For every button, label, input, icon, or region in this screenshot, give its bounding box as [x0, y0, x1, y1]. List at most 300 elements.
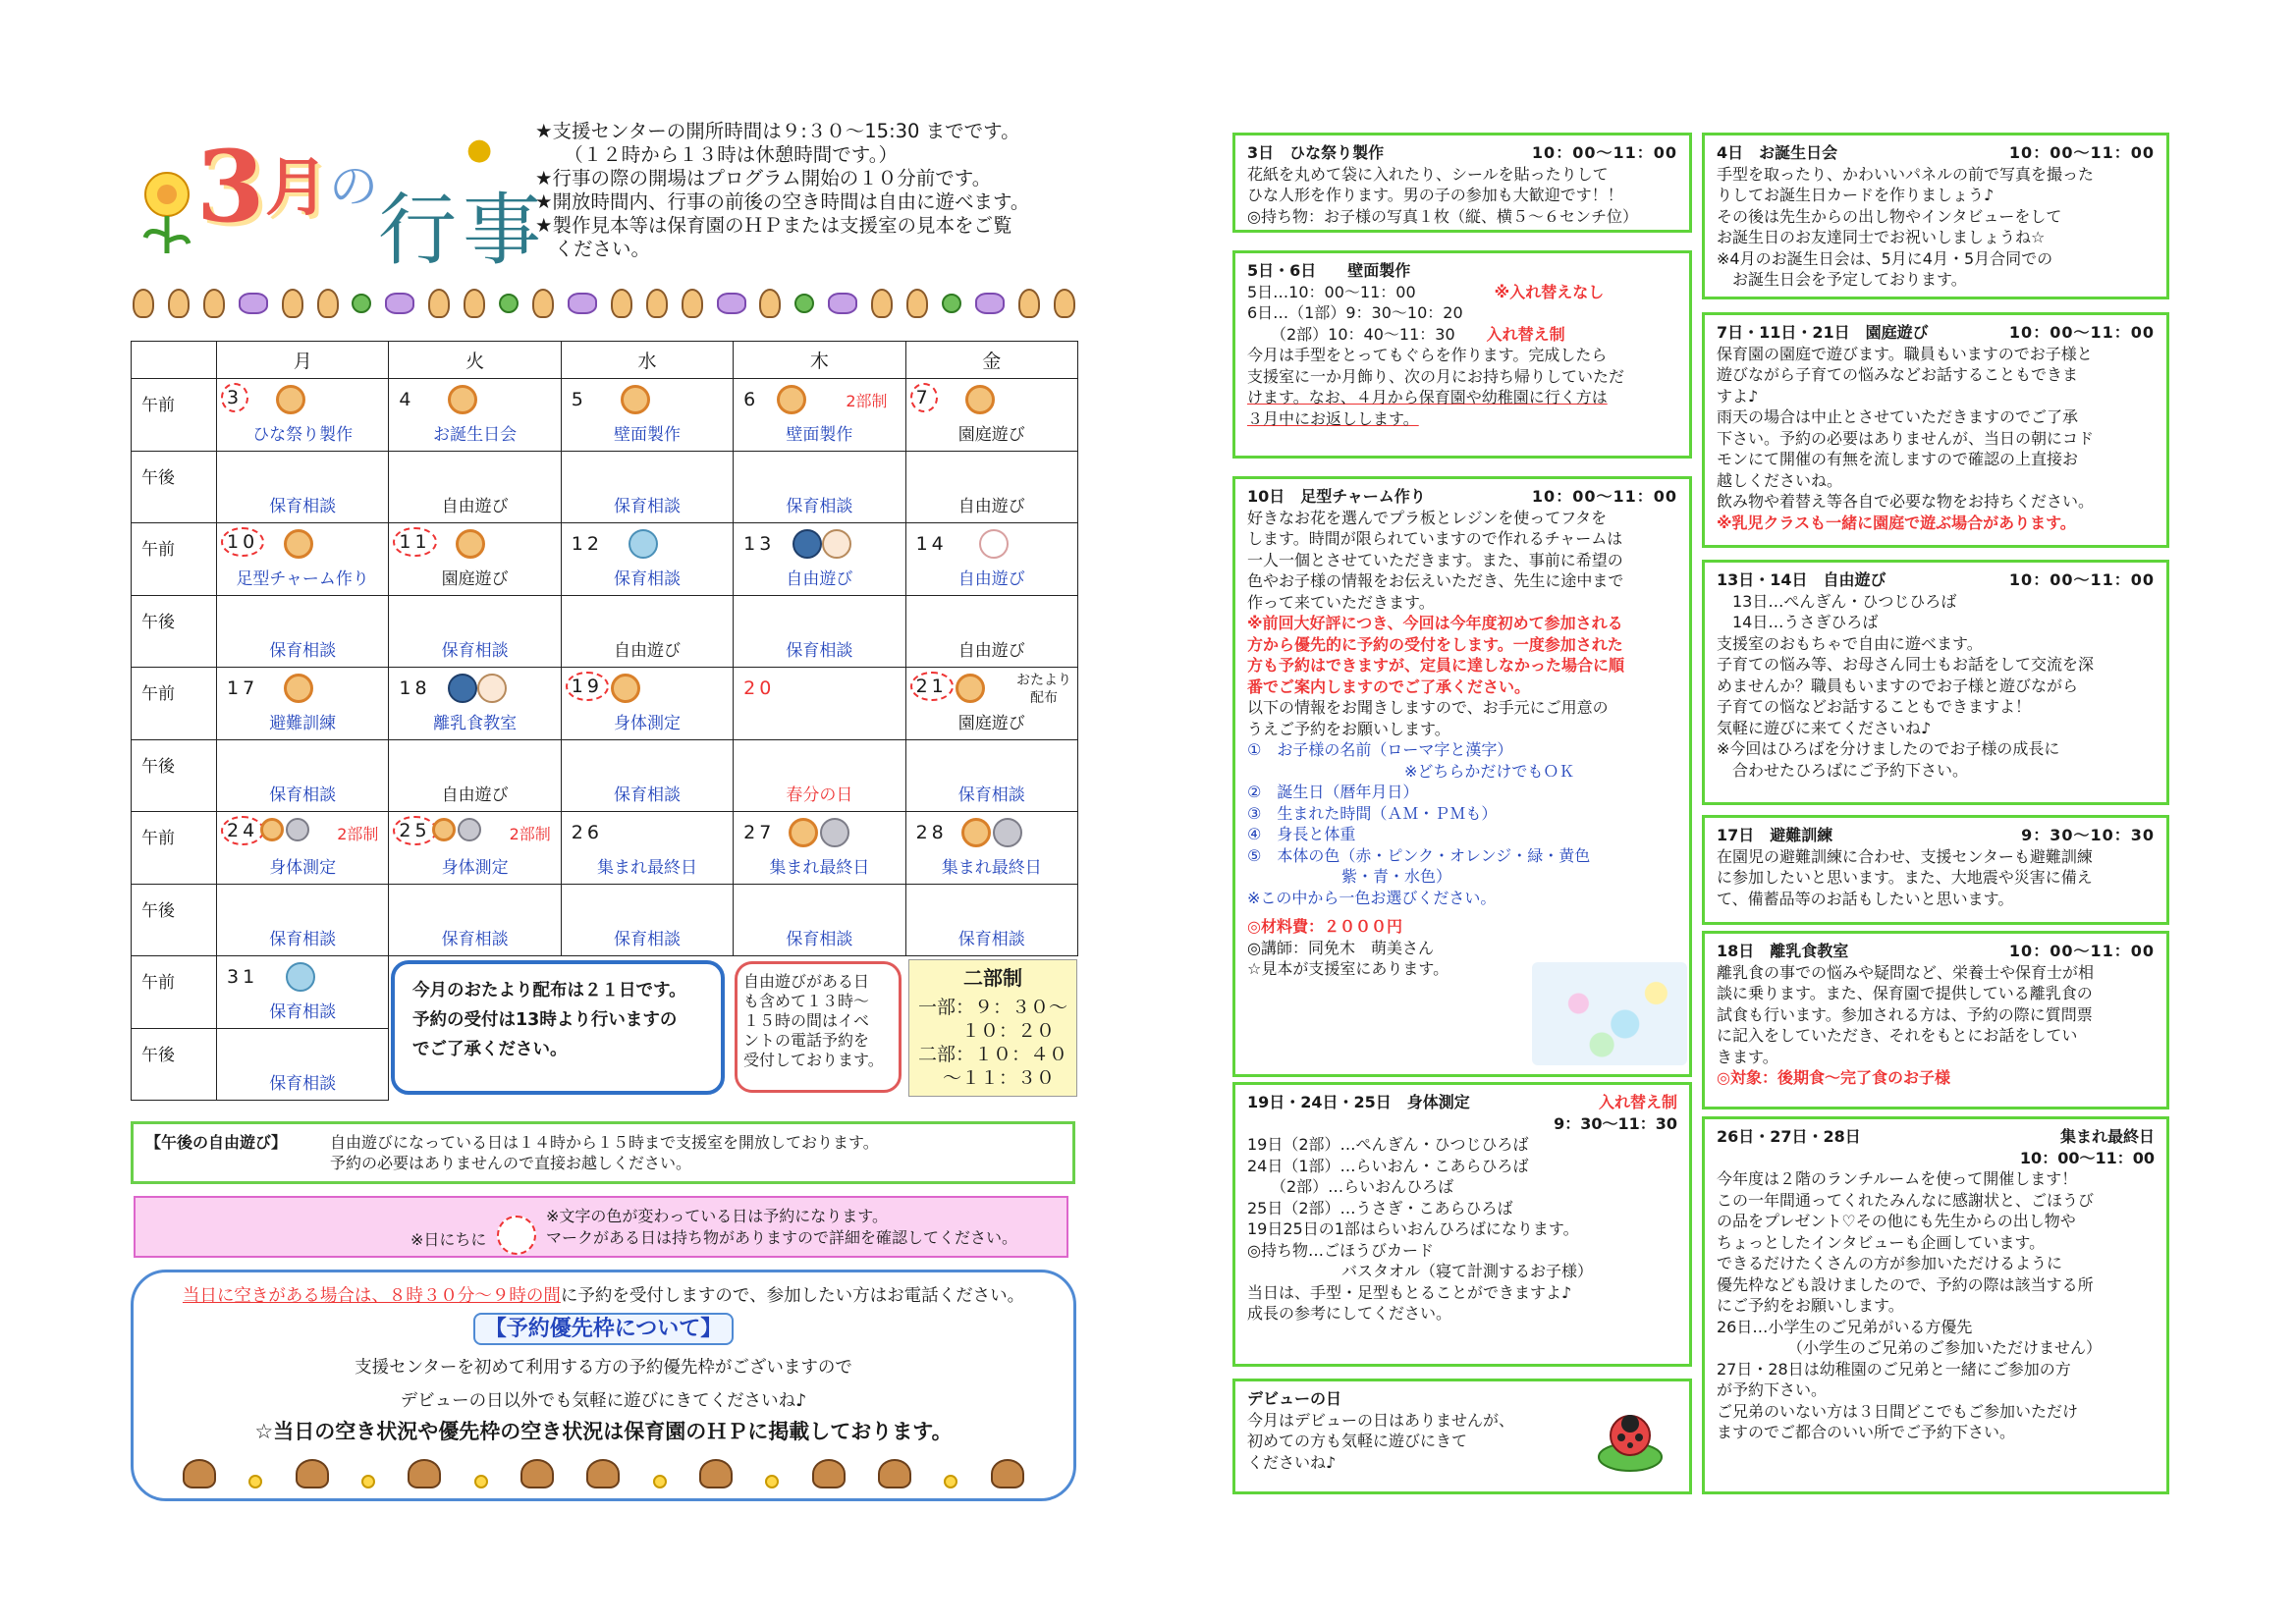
day-cell	[389, 379, 560, 451]
child-icon	[428, 289, 450, 318]
title-event: 行事	[378, 185, 547, 276]
squirrel-icon	[717, 293, 746, 314]
event-label: 保育相談	[269, 641, 337, 661]
notice-line: ★製作見本等は保育園のＨＰまたは支援室の見本をご覧	[535, 214, 1012, 237]
event-text: 談に乗ります。また、保育園で提供している離乳食の	[1717, 984, 2093, 1002]
event-title: 5日・6日 壁面製作	[1247, 261, 1411, 280]
lion-icon	[448, 385, 477, 414]
flower-icon	[653, 1475, 667, 1488]
lion-icon	[432, 818, 456, 841]
title-tsuki: 月	[265, 151, 328, 225]
penguin-icon	[793, 529, 822, 559]
warning-text: ※乳児クラスも一緒に園庭で遊ぶ場合があります。	[1717, 513, 2076, 532]
child-icon	[1018, 289, 1040, 318]
slot-label: 午後	[132, 596, 217, 668]
event-text: 19日（2部）…ぺんぎん・ひつじひろば	[1247, 1135, 1529, 1154]
lion-icon	[260, 818, 284, 841]
day-number: 12	[571, 533, 603, 555]
priority-heading-text: 【予約優先枠について】	[473, 1313, 735, 1345]
event-label: 保育相談	[786, 930, 853, 949]
day-cell	[734, 596, 904, 667]
event-label: 園庭遊び	[957, 425, 1025, 445]
day-cell	[389, 812, 560, 884]
legend-prefix: ※日にちに	[410, 1230, 487, 1249]
event-text: 在園児の避難訓練に合わせ、支援センターも避難訓練	[1717, 846, 2093, 866]
day-cell	[389, 523, 560, 595]
lion-icon	[961, 818, 991, 847]
event-text: 14日…うさぎひろば	[1717, 613, 1879, 631]
charm-photo	[1532, 962, 1687, 1065]
legend-line: マークがある日は持ち物がありますので詳細を確認してください。	[546, 1228, 1018, 1247]
event-text: にご予約をお願いします。	[1717, 1296, 1904, 1315]
day-cell	[734, 885, 904, 955]
event-subtitle: 集まれ最終日	[2059, 1127, 2155, 1146]
notice-line: ★開放時間内、行事の前後の空き時間は自由に遊べます。	[535, 190, 1030, 213]
event-text: 初めての方も気軽に遊びにきて	[1247, 1432, 1468, 1450]
notice-line: １５時の間はイベ	[743, 1011, 870, 1030]
event-label: 集まれ最終日	[596, 858, 697, 878]
event-text: お誕生日会を予定しております。	[1717, 270, 1967, 289]
event-text: できるだけたくさんの方が参加いただけるように	[1717, 1254, 2063, 1272]
clover-icon	[794, 294, 814, 313]
swap-tag: 入れ替え制	[1486, 324, 1565, 344]
priority-text: 番でご案内しますのでご了承ください。	[1247, 676, 1531, 696]
child-icon	[532, 289, 554, 318]
event-label: 保育相談	[269, 930, 337, 949]
event-label: 保育相談	[957, 785, 1025, 805]
koala-icon	[286, 818, 309, 841]
legend-line: ※文字の色が変わっている日は予約になります。	[546, 1207, 888, 1225]
weekday-header: 木	[734, 342, 905, 379]
child-icon	[682, 289, 703, 318]
event-text: ちょっとしたインタビューも企画しています。	[1717, 1232, 2046, 1252]
event-text: 一人一個とさせていただきます。また、事前に希望の	[1247, 550, 1623, 569]
event-text: 以下の情報をお聞きしますので、お手元にご用意の	[1247, 698, 1609, 717]
event-text: ますのでご都合のいい所でご予約下さい。	[1717, 1423, 2016, 1441]
day-number: 17	[227, 677, 259, 699]
lion-icon	[284, 529, 313, 559]
day-cell	[217, 452, 388, 522]
event-time: 10：00～11：00	[2019, 1148, 2155, 1167]
event-time: 9：30～11：30	[1554, 1113, 1677, 1133]
event-title: 17日 避難訓練	[1717, 826, 1833, 844]
day-cell	[217, 812, 388, 884]
day-cell	[734, 452, 904, 522]
hedgehog-icon	[296, 1459, 329, 1488]
day-number: 13	[743, 533, 776, 555]
lion-icon	[789, 818, 818, 847]
newsletter-notice	[391, 960, 725, 1095]
event-title: 19日・24日・25日 身体測定	[1247, 1093, 1470, 1111]
child-icon	[203, 289, 225, 318]
event-text: 25日（2部）…うさぎ・こあらひろば	[1247, 1198, 1513, 1217]
penguin-icon	[448, 674, 477, 703]
event-text: 保育園の園庭で遊びます。職員もいますのでお子様と	[1717, 344, 2093, 363]
sheep-icon	[477, 674, 507, 703]
clover-icon	[942, 294, 961, 313]
day-cell	[217, 1029, 388, 1100]
event-text: 19日25日の1部はらいおんひろばになります。	[1247, 1219, 1579, 1238]
event-label: 身体測定	[613, 714, 681, 733]
event-text: 成長の参考にしてください。	[1247, 1304, 1452, 1323]
animal-decoration	[183, 1449, 1024, 1488]
squirrel-icon	[239, 293, 268, 314]
event-text: 今月は手型をとってもぐらを作ります。完成したら	[1247, 346, 1608, 364]
fox-icon	[699, 1459, 733, 1488]
lion-icon	[956, 674, 985, 703]
notice-line: 受付しております。	[743, 1051, 884, 1069]
day-cell	[906, 812, 1077, 884]
notice-line: （１２時から１３時は休憩時間です。）	[535, 143, 898, 166]
child-icon	[464, 289, 485, 318]
day-cell	[734, 379, 904, 451]
phone-reservation-notice	[735, 961, 902, 1093]
event-text-part: （2部）10：40～11：30	[1247, 324, 1455, 344]
ant-icon	[975, 293, 1005, 314]
event-text: モンにて開催の有無を流しますので確認の上直接お	[1717, 450, 2079, 468]
event-text	[1247, 282, 1677, 303]
event-text	[1247, 324, 1677, 346]
day-cell	[389, 885, 560, 955]
two-part-line: ～１１：３０	[942, 1067, 1055, 1089]
notice-line: でご了承ください。	[412, 1040, 568, 1059]
day-number: 27	[743, 822, 776, 843]
material-fee: ◎材料費：２０００円	[1247, 917, 1402, 936]
day-cell	[389, 740, 560, 811]
event-label: 集まれ最終日	[941, 858, 1042, 878]
notice-line: ★支援センターの開所時間は９:３０～15:30 までです。	[535, 120, 1020, 142]
event-garden	[1702, 312, 2169, 548]
event-text: 13日…ぺんぎん・ひつじひろば	[1717, 591, 1957, 611]
calendar-corner	[132, 342, 217, 379]
flower-icon	[474, 1475, 488, 1488]
event-text: くださいね♪	[1247, 1452, 1337, 1472]
event-title: 3日 ひな祭り製作	[1247, 143, 1385, 162]
event-text: 離乳食の事での悩みや疑問など、栄養士や保育士が相	[1717, 962, 2095, 982]
two-part-line: 一部：９：３０～	[917, 997, 1067, 1018]
day-cell	[734, 740, 904, 811]
event-label: 身体測定	[441, 858, 509, 878]
event-text: に参加したいと思います。また、大地震や災害に備え	[1717, 868, 2093, 887]
priority-text: 方も予約はできますが、定員に達しなかった場合に順	[1247, 656, 1625, 675]
event-text: ※今回はひろばを分けましたのでお子様の成長に	[1717, 739, 2060, 758]
slot-label: 午後	[132, 740, 217, 812]
day-cell	[734, 523, 904, 595]
day-number: 10	[221, 527, 264, 557]
website-line: ☆当日の空き状況や優先枠の空き状況は保育園のＨＰに掲載しております。	[254, 1420, 953, 1443]
event-text: 合わせたひろばにご予約下さい。	[1717, 760, 1969, 780]
slot-label: 午前	[132, 956, 217, 1029]
swap-tag: 入れ替え制	[1598, 1093, 1677, 1111]
day-number: 31	[227, 966, 259, 988]
event-time: 10：00～11：00	[2008, 323, 2155, 342]
legend-note	[134, 1196, 1068, 1258]
event-hina	[1232, 133, 1692, 233]
event-baby-food	[1702, 931, 2169, 1109]
event-label: 離乳食教室	[433, 714, 518, 733]
butterfly-icon	[385, 293, 414, 314]
lion-icon	[777, 385, 806, 414]
day-cell	[562, 452, 733, 522]
lion-icon	[276, 385, 305, 414]
weekday-header: 火	[389, 342, 561, 379]
two-part-title: 二部制	[963, 966, 1022, 990]
elephant-icon	[629, 529, 658, 559]
day-cell	[389, 452, 560, 522]
event-text: 手型を取ったり、かわいいパネルの前で写真を撮った	[1717, 164, 2095, 184]
event-final-day	[1702, 1116, 2169, 1494]
title-no: の	[329, 158, 378, 215]
event-text: 試食も行います。参加される方は、予約の際に質問票	[1717, 1004, 2093, 1024]
same-day-time: 当日に空きがある場合は、８時３０分～９時の間	[182, 1286, 561, 1306]
butterfly-icon	[828, 293, 857, 314]
info-item: ※この中から一色お選びください。	[1247, 888, 1497, 907]
day-cell	[906, 668, 1077, 739]
lion-icon	[965, 385, 995, 414]
event-label: 保育相談	[613, 497, 681, 516]
event-title: デビューの日	[1247, 1389, 1342, 1408]
event-label: 保育相談	[786, 497, 853, 516]
info-item: ※どちらかだけでもＯＫ	[1247, 761, 1575, 781]
event-label: 保育相談	[269, 497, 337, 516]
event-label: 保育相談	[613, 785, 681, 805]
event-text: 当日は、手型・足型もとることができますよ♪	[1247, 1282, 1572, 1302]
priority-text: ※前回大好評につき、今回は今年度初めて参加される	[1247, 614, 1623, 632]
holiday-label: 春分の日	[786, 785, 853, 805]
event-text: 雨天の場合は中止とさせていただきますのでご了承	[1717, 407, 2079, 426]
flower-icon	[944, 1475, 957, 1488]
child-icon	[646, 289, 668, 318]
day-number: 6	[743, 389, 760, 410]
event-text: 6日…（1部）9：30～10：20	[1247, 303, 1463, 322]
event-text: お誕生日のお友達同士でお祝いしましょうね☆	[1717, 228, 2046, 246]
event-label: 保育相談	[957, 930, 1025, 949]
event-text: すよ♪	[1717, 386, 1759, 406]
info-item: ④ 身長と体重	[1247, 825, 1356, 843]
event-label: 足型チャーム作り	[236, 569, 369, 589]
day-cell	[562, 523, 733, 595]
day-cell	[217, 379, 388, 451]
two-part-schedule	[908, 959, 1077, 1097]
event-text: 24日（1部）…らいおん・こあらひろば	[1247, 1156, 1529, 1175]
day-number: 25	[393, 816, 436, 845]
event-label: 壁面製作	[786, 425, 853, 445]
two-part-line: 二部：１０：４０	[917, 1044, 1067, 1065]
event-time: 9：30～10：30	[2021, 826, 2155, 844]
sheep-icon	[822, 529, 851, 559]
day-number: 20	[743, 677, 776, 699]
flower-icon	[248, 1475, 262, 1488]
event-text: 支援室のおもちゃで自由に遊べます。	[1717, 633, 1983, 653]
rabbit-icon	[408, 1459, 441, 1488]
priority-heading	[134, 1312, 1073, 1342]
event-text: 遊びながら子育ての悩みなどお話することもできま	[1717, 365, 2079, 384]
day-number: 19	[566, 672, 609, 701]
hedgehog-icon	[991, 1459, 1024, 1488]
flower-icon	[137, 167, 196, 255]
event-text: ご兄弟のいない方は３日間どこでもご参加いただけ	[1717, 1401, 2079, 1421]
event-label: 保育相談	[613, 569, 681, 589]
flower-icon	[765, 1475, 779, 1488]
child-icon	[133, 289, 154, 318]
event-title: 18日 離乳食教室	[1717, 942, 1849, 960]
event-label: 自由遊び	[441, 785, 509, 805]
notice-line: 自由遊びがある日	[743, 972, 870, 991]
event-text: 下さい。予約の必要はありませんが、当日の朝にコド	[1717, 428, 2095, 448]
event-time: 10：00～11：00	[1531, 143, 1677, 162]
event-label: 保育相談	[269, 785, 337, 805]
day-cell	[906, 596, 1077, 667]
event-label: 保育相談	[441, 641, 509, 661]
day-cell	[562, 740, 733, 811]
day-cell	[906, 452, 1077, 522]
event-time: 10：00～11：00	[2008, 570, 2155, 589]
child-icon	[282, 289, 303, 318]
event-label: 自由遊び	[441, 497, 509, 516]
event-label: 保育相談	[441, 930, 509, 949]
newsletter-tag-text: おたより 配布	[1016, 673, 1071, 706]
event-text: 作って来ていただきます。	[1247, 592, 1435, 612]
raccoon-icon	[520, 1459, 554, 1488]
event-label: ひな祭り製作	[252, 425, 354, 445]
day-cell	[906, 885, 1077, 955]
event-title: 7日・11日・21日 園庭遊び	[1717, 323, 1929, 342]
event-birthday	[1702, 133, 2169, 299]
event-text: きます。	[1717, 1047, 1778, 1066]
info-item: ⑤ 本体の色（赤・ピンク・オレンジ・緑・黄色	[1247, 845, 1591, 865]
event-measure	[1232, 1082, 1692, 1367]
event-text: 子育ての悩み等、お母さん同士もお話をして交流を深	[1717, 655, 2095, 674]
event-label: 自由遊び	[957, 569, 1025, 589]
squirrel-icon	[878, 1459, 911, 1488]
event-text: 優先枠なども設けましたので、予約の際は該当する所	[1717, 1274, 2094, 1294]
event-time: 10：00～11：00	[2008, 942, 2155, 960]
bee-icon: ●	[466, 133, 493, 167]
koala-icon	[458, 818, 481, 841]
event-label: 保育相談	[786, 641, 853, 661]
lion-icon	[456, 529, 485, 559]
day-cell	[389, 668, 560, 739]
day-cell	[217, 668, 388, 739]
teacher: ◎講師：同免木 萌美さん	[1247, 938, 1434, 957]
priority-text: 方から優先的に予約の受付をします。一度参加された	[1247, 634, 1623, 654]
event-text: て、備蓄品等のお話もしたいと思います。	[1717, 889, 2014, 908]
event-text: 好きなお花を選んでプラ板とレジンを使ってフタを	[1247, 508, 1608, 527]
notice-line: ントの電話予約を	[743, 1031, 870, 1050]
newsletter-tag	[1016, 672, 1071, 707]
event-text: ◎持ち物：お子様の写真１枚（縦、横５～６センチ位）	[1247, 206, 1638, 226]
free-play-line: 予約の必要はありませんので直接お越しください。	[330, 1154, 692, 1172]
event-title: 26日・27日・28日	[1717, 1127, 1861, 1146]
event-text: 子育ての悩などお話することもできますよ！	[1717, 697, 2032, 716]
event-text: 花紙を丸めて袋に入れたり、シールを貼ったりして	[1247, 164, 1609, 184]
child-icon	[759, 289, 781, 318]
opening-notice	[535, 120, 1085, 261]
event-wall	[1232, 250, 1692, 459]
notice-line: ください。	[535, 238, 651, 260]
event-time: 10：00～11：00	[1531, 487, 1677, 506]
notice-line: 予約の受付は13時より行いますの	[412, 1010, 678, 1030]
day-cell	[217, 956, 388, 1028]
slot-label: 午前	[132, 668, 217, 740]
day-cell	[906, 740, 1077, 811]
event-label: 園庭遊び	[441, 569, 509, 589]
slot-label: 午後	[132, 452, 217, 523]
event-text: が予約下さい。	[1717, 1380, 1828, 1399]
child-icon	[906, 289, 928, 318]
day-cell	[217, 885, 388, 955]
event-text: ◎持ち物…ごほうびカード	[1247, 1240, 1434, 1260]
event-text: 26日…小学生のご兄弟がいる方優先	[1717, 1317, 1973, 1336]
event-label: 自由遊び	[613, 641, 681, 661]
event-text: この一年間通ってくれたみんなに感謝状と、ごほうび	[1717, 1190, 2095, 1210]
day-cell	[562, 596, 733, 667]
afternoon-free-play-note	[131, 1121, 1075, 1184]
event-title: 10日 足型チャーム作り	[1247, 487, 1426, 506]
decoration-border	[133, 282, 1075, 325]
notice-line: も含めて１３時～	[743, 992, 870, 1010]
event-text: 気軽に遊びに来てくださいね♪	[1717, 718, 1932, 737]
two-part-tag: 2部制	[337, 825, 379, 843]
target-text: ◎対象：後期食～完了食のお子様	[1717, 1068, 1950, 1087]
child-icon	[871, 289, 893, 318]
page-title	[137, 128, 550, 275]
reservation-info	[131, 1270, 1076, 1501]
event-label: 避難訓練	[269, 714, 337, 733]
cat-icon	[812, 1459, 846, 1488]
day-cell	[906, 523, 1077, 595]
event-text: します。時間が限られていますので作れるチャームは	[1247, 529, 1623, 548]
event-text: 越しくださいね。	[1717, 470, 1843, 490]
koala-icon	[820, 818, 849, 847]
event-text-part: 5日…10：00～11：00	[1247, 282, 1416, 301]
slot-label: 午後	[132, 1029, 217, 1101]
priority-line: 支援センターを初めて利用する方の予約優先枠がございますので	[355, 1358, 852, 1378]
day-number: 14	[915, 533, 948, 555]
koala-icon	[993, 818, 1022, 847]
priority-line: デビューの日以外でも気軽に遊びにきてくださいね♪	[400, 1391, 807, 1411]
child-icon	[611, 289, 632, 318]
day-number: 5	[571, 389, 587, 410]
lion-icon	[621, 385, 650, 414]
event-text: 今月はデビューの日はありませんが、	[1247, 1410, 1515, 1430]
day-number: 4	[399, 389, 415, 410]
rabbit-icon	[979, 529, 1009, 559]
two-part-tag: 2部制	[509, 825, 551, 843]
day-number: 3	[221, 383, 248, 412]
event-text: ３月中にお返しします。	[1247, 408, 1419, 428]
day-number: 26	[571, 822, 603, 843]
free-play-text	[330, 1132, 879, 1173]
clover-icon	[499, 294, 519, 313]
event-text: 支援室に一か月飾り、次の月にお持ち帰りしていただ	[1247, 366, 1625, 386]
free-play-line: 自由遊びになっている日は１４時から１５時まで支援室を開放しております。	[330, 1133, 879, 1152]
info-item: ③ 生まれた時間（ＡＭ・ＰＭも）	[1247, 803, 1498, 823]
event-label: 自由遊び	[786, 569, 853, 589]
same-day-rest: に予約を受付しますので、参加したい方はお電話ください。	[560, 1286, 1025, 1306]
event-text: ※4月のお誕生日会は、5月に4月・5月合同での	[1717, 248, 2053, 268]
day-cell	[389, 596, 560, 667]
day-cell	[217, 740, 388, 811]
two-part-tag: 2部制	[846, 392, 888, 410]
day-cell	[734, 812, 904, 884]
day-cell	[734, 668, 904, 739]
day-cell	[562, 668, 733, 739]
event-label: 壁面製作	[613, 425, 681, 445]
day-cell	[217, 596, 388, 667]
event-title: 4日 お誕生日会	[1717, 143, 1838, 162]
event-free-play	[1702, 560, 2169, 805]
